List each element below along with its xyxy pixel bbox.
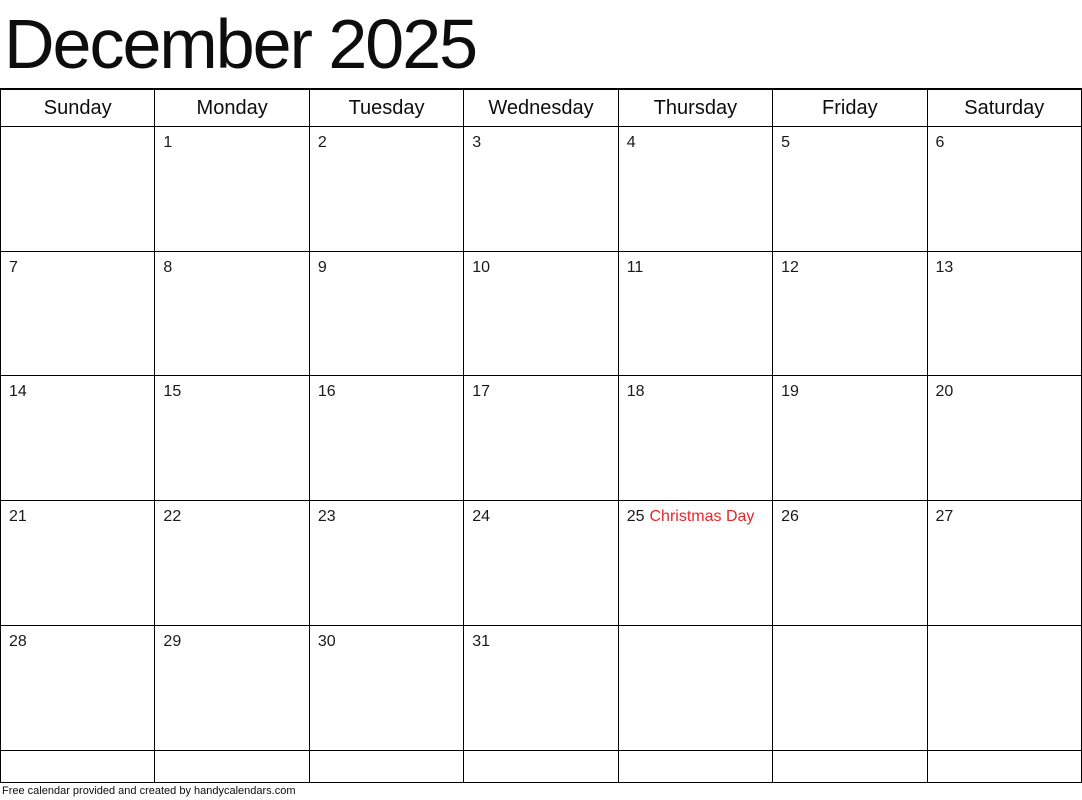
day-number: 4 (626, 134, 636, 151)
day-cell-19 (773, 376, 927, 501)
day-number: 30 (317, 632, 336, 650)
day-cell-28 (1, 625, 155, 750)
day-cell-empty (464, 750, 618, 782)
day-number: 14 (9, 383, 27, 401)
day-cell-31 (464, 625, 618, 750)
holiday-label: Christmas Day (649, 508, 755, 526)
day-number: 5 (781, 134, 791, 151)
day-cell-30 (309, 625, 463, 750)
day-number: 28 (9, 632, 27, 650)
day-number: 23 (317, 508, 336, 526)
day-cell-empty (309, 750, 463, 782)
calendar-body (1, 127, 1082, 783)
calendar-week-row (1, 750, 1082, 782)
day-number: 26 (781, 508, 799, 526)
day-cell-empty (927, 750, 1081, 782)
day-cell-25 (618, 501, 772, 626)
page-title: December 2025 (4, 5, 477, 83)
day-number: 3 (472, 134, 482, 151)
weekday-header-saturday: Saturday (927, 89, 1081, 127)
day-cell-empty (618, 750, 772, 782)
day-number: 10 (472, 258, 491, 276)
day-cell-27 (927, 501, 1081, 626)
day-number: 1 (163, 134, 173, 151)
weekday-header-row (1, 89, 1082, 127)
day-number: 18 (626, 383, 645, 401)
day-cell-29 (155, 625, 309, 750)
day-cell-12 (773, 251, 927, 376)
day-cell-3 (464, 127, 618, 252)
day-number: 22 (163, 508, 182, 526)
calendar-week-row (1, 376, 1082, 501)
day-cell-20 (927, 376, 1081, 501)
day-number: 15 (163, 383, 182, 401)
day-cell-empty (773, 750, 927, 782)
calendar-week-row (1, 127, 1082, 252)
weekday-header-tuesday: Tuesday (309, 89, 463, 127)
day-cell-24 (464, 501, 618, 626)
day-cell-5 (773, 127, 927, 252)
day-number: 8 (163, 258, 173, 276)
day-cell-22 (155, 501, 309, 626)
day-cell-8 (155, 251, 309, 376)
weekday-header-sunday: Sunday (1, 89, 155, 127)
day-number: 17 (472, 383, 491, 401)
day-cell-17 (464, 376, 618, 501)
day-number: 2 (317, 134, 327, 151)
day-cell-1 (155, 127, 309, 252)
day-cell-9 (309, 251, 463, 376)
day-number: 11 (626, 258, 644, 276)
day-cell-13 (927, 251, 1081, 376)
day-cell-10 (464, 251, 618, 376)
day-number: 20 (935, 383, 954, 401)
calendar-grid (0, 88, 1082, 783)
day-number: 25 (626, 508, 645, 526)
weekday-header-monday: Monday (155, 89, 309, 127)
day-number: 16 (317, 383, 336, 401)
day-number: 13 (935, 258, 954, 276)
day-cell-16 (309, 376, 463, 501)
calendar-week-row (1, 251, 1082, 376)
day-cell-empty (773, 625, 927, 750)
day-cell-14 (1, 376, 155, 501)
day-cell-26 (773, 501, 927, 626)
day-number: 9 (317, 258, 327, 276)
day-cell-21 (1, 501, 155, 626)
day-number: 6 (935, 134, 945, 151)
calendar-week-row (1, 625, 1082, 750)
weekday-header-wednesday: Wednesday (464, 89, 618, 127)
day-number: 19 (781, 383, 799, 401)
day-number: 24 (472, 508, 491, 526)
day-cell-15 (155, 376, 309, 501)
day-cell-empty (1, 127, 155, 252)
day-cell-4 (618, 127, 772, 252)
weekday-header-thursday: Thursday (618, 89, 772, 127)
day-cell-empty (618, 625, 772, 750)
day-number: 7 (9, 258, 18, 276)
day-cell-empty (1, 750, 155, 782)
day-number: 29 (163, 632, 182, 650)
day-cell-6 (927, 127, 1081, 252)
footer-credit: Free calendar provided and created by handycalendars.com (2, 785, 296, 797)
day-cell-empty (927, 625, 1081, 750)
day-number: 31 (472, 632, 491, 650)
day-number: 27 (935, 508, 954, 526)
calendar-header (1, 89, 1082, 127)
day-cell-empty (155, 750, 309, 782)
day-number: 12 (781, 258, 799, 276)
calendar-week-row (1, 501, 1082, 626)
weekday-header-friday: Friday (773, 89, 927, 127)
day-cell-18 (618, 376, 772, 501)
day-cell-7 (1, 251, 155, 376)
day-number: 21 (9, 508, 27, 526)
day-cell-11 (618, 251, 772, 376)
day-cell-23 (309, 501, 463, 626)
day-cell-2 (309, 127, 463, 252)
